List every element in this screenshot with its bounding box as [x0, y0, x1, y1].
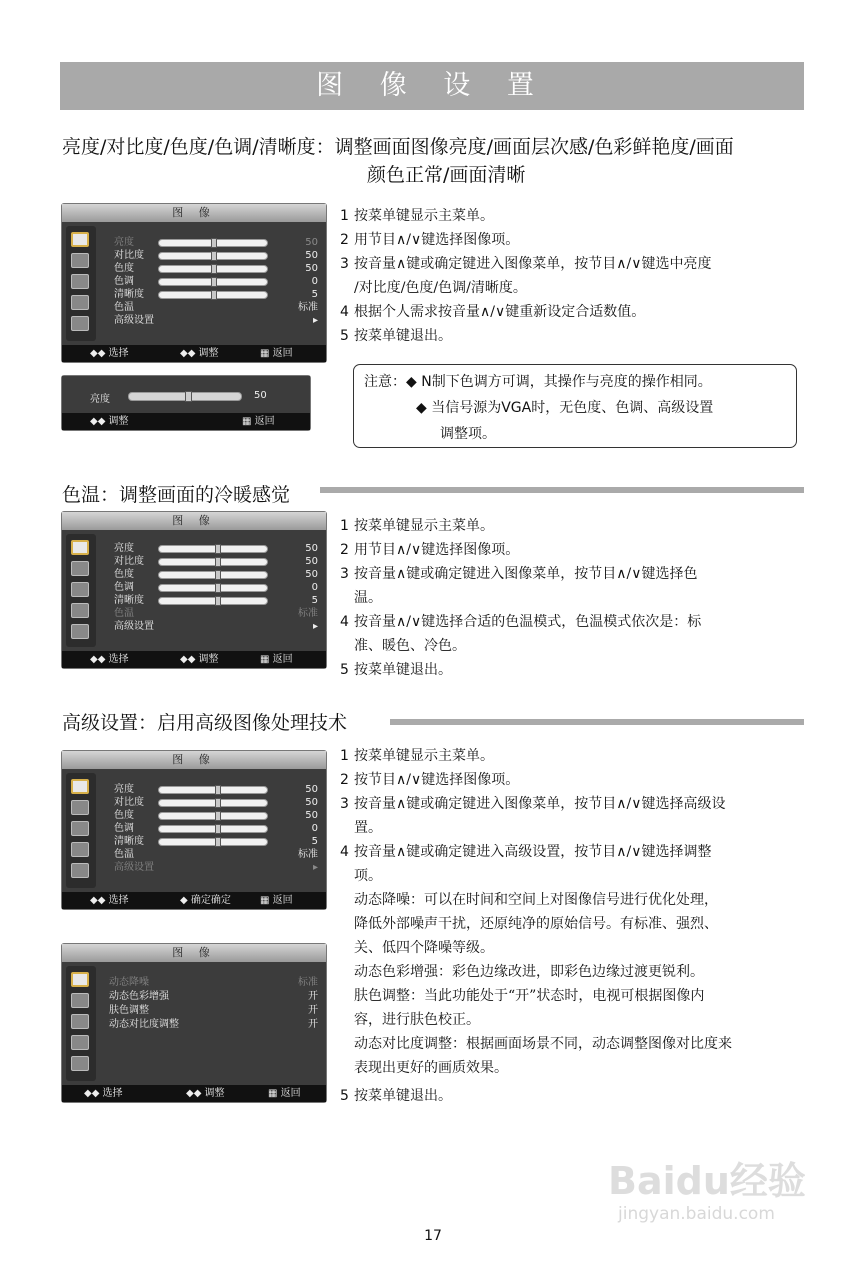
sound-icon — [71, 253, 89, 268]
slider-label: 亮度 — [90, 394, 110, 405]
divider-rule — [320, 487, 804, 493]
slider-bar — [158, 239, 268, 247]
osd-footer: ◆◆ 选择 ◆◆ 调整 ▦ 返回 — [62, 345, 326, 362]
menu-row: 色度 50 — [114, 569, 318, 580]
watermark-brand: Baidu经验 — [608, 1159, 806, 1203]
picture-icon — [71, 540, 89, 555]
menu-row: 亮度 50 — [114, 784, 318, 795]
slider-value: 50 — [254, 390, 267, 401]
menu-row-color-temp: 色温 标准 — [114, 608, 318, 619]
menu-row: 清晰度 5 — [114, 836, 318, 847]
menu-row-sharpness: 清晰度 5 — [114, 289, 318, 300]
brightness-slider-track — [128, 392, 242, 401]
menu-row-tint: 色调 0 — [114, 276, 318, 287]
watermark-logo — [608, 1150, 848, 1240]
menu-row: 色温 标准 — [114, 849, 318, 860]
slider-bar — [158, 278, 268, 286]
divider-rule — [390, 719, 804, 725]
menu-row-advanced: 高级设置 ▸ — [114, 315, 318, 326]
menu-row: 色调 0 — [114, 582, 318, 593]
osd-picture-menu-2: 图 像 亮度 50 对比度 50 色度 50 色调 0 清晰度 5 色温 标准 高级设置 ▸ ◆◆ 选择 ◆◆ 调整 ▦ 返回 — [61, 511, 327, 669]
input-icon — [71, 624, 89, 639]
channel-icon — [71, 1014, 89, 1029]
steps-advanced: 1 按菜单键显示主菜单。 2 按节目∧/∨键选择图像项。 3 按音量∧键或确定键进入图像菜单，按节目∧/∨键选择高级设 置。 4 按音量∧键或确定键进入高级设置，按节目∧/∨键选择调整 项。 动态降噪：可以在时间和空间上对图像信号进行优化处理， 降低外部噪声干扰，还原纯净的原始信号。有标准、强烈、 关、低四个降噪等级。 动态色彩增强：彩色边缘改进，即彩色边缘过渡更锐利。 肤色调整：当此功能处于“开”状态时，电视可根据图像内 容，进行肤色校正。 动态对比度调整：根据画面场景不同，动态调整图像对比度来 表现出更好的画质效果。 5 按菜单键退出。 — [340, 748, 732, 1104]
menu-row: 动态色彩增强 开 — [109, 991, 318, 1002]
page-number: 17 — [424, 1228, 442, 1244]
menu-row: 对比度 50 — [114, 797, 318, 808]
osd-picture-menu-3: 图 像 亮度 50 对比度 50 色度 50 色调 0 清晰度 5 色温 标准 高级设置 ▸ ◆◆ 选择 ◆ 确定确定 ▦ 返回 — [61, 750, 327, 910]
osd-picture-menu — [61, 203, 327, 363]
steps-brightness: 1 按菜单键显示主菜单。 2 用节目∧/∨键选择图像项。 3 按音量∧键或确定键进入图像菜单，按节目∧/∨键选中亮度 /对比度/色度/色调/清晰度。 4 根据个人需求按音量∧/∨键重新设定合适数值。 5 按菜单键退出。 — [340, 208, 712, 344]
settings-icon — [71, 603, 89, 618]
heading-line-1: 亮度/对比度/色度/色调/清晰度：调整画面图像亮度/画面层次感/色彩鲜艳度/画面 — [62, 136, 734, 158]
osd-advanced-menu: 图 像 动态降噪 标准 动态色彩增强 开 肤色调整 开 动态对比度调整 开 ◆◆ 选择 ◆◆ 调整 ▦ 返回 — [61, 943, 327, 1103]
slider-footer: ◆◆ 调整 ▦ 返回 — [62, 413, 310, 430]
menu-row-brightness: 亮度 50 — [114, 237, 318, 248]
osd-brightness-slider — [61, 375, 311, 431]
menu-row: 亮度 50 — [114, 543, 318, 554]
picture-icon — [71, 779, 89, 794]
picture-icon — [71, 232, 89, 247]
section-heading-color-temp: 色温：调整画面的冷暖感觉 — [62, 482, 298, 508]
slider-bar — [158, 291, 268, 299]
menu-row: 动态对比度调整 开 — [109, 1019, 318, 1030]
menu-row-contrast: 对比度 50 — [114, 250, 318, 261]
menu-row-color: 色度 50 — [114, 263, 318, 274]
picture-icon — [71, 972, 89, 987]
channel-icon — [71, 821, 89, 836]
sound-icon — [71, 800, 89, 815]
section-heading-advanced: 高级设置：启用高级图像处理技术 — [62, 710, 355, 736]
settings-icon — [71, 842, 89, 857]
menu-row: 色调 0 — [114, 823, 318, 834]
channel-icon — [71, 582, 89, 597]
menu-row-advanced: 高级设置 ▸ — [114, 621, 318, 632]
input-icon — [71, 316, 89, 331]
menu-row: 对比度 50 — [114, 556, 318, 567]
channel-icon — [71, 274, 89, 289]
watermark-url: jingyan.baidu.com — [618, 1204, 775, 1224]
note-box: 注意：◆ N制下色调方可调，其操作与亮度的操作相同。 ◆ 当信号源为VGA时，无色度、色调、高级设置 调整项。 — [353, 364, 797, 448]
heading-line-2: 颜色正常/画面清晰 — [367, 164, 526, 186]
menu-row: 动态降噪 标准 — [109, 977, 318, 988]
osd-icon-column — [66, 226, 96, 341]
sound-icon — [71, 561, 89, 576]
slider-bar — [158, 265, 268, 273]
slider-bar — [158, 252, 268, 260]
sound-icon — [71, 993, 89, 1008]
menu-row: 清晰度 5 — [114, 595, 318, 606]
settings-icon — [71, 295, 89, 310]
settings-icon — [71, 1035, 89, 1050]
section-heading-brightness — [62, 133, 812, 189]
menu-row-advanced: 高级设置 ▸ — [114, 862, 318, 873]
menu-row: 色度 50 — [114, 810, 318, 821]
steps-color-temp: 1 按菜单键显示主菜单。 2 用节目∧/∨键选择图像项。 3 按音量∧键或确定键进入图像菜单，按节目∧/∨键选择色 温。 4 按音量∧/∨键选择合适的色温模式，色温模式依次是：标 准、暖色、冷色。 5 按菜单键退出。 — [340, 518, 702, 678]
menu-row-color-temp: 色温 标准 — [114, 302, 318, 313]
page-title-banner: 图 像 设 置 — [60, 62, 804, 110]
input-icon — [71, 863, 89, 878]
input-icon — [71, 1056, 89, 1071]
osd-title: 图 像 — [62, 204, 326, 222]
menu-row: 肤色调整 开 — [109, 1005, 318, 1016]
